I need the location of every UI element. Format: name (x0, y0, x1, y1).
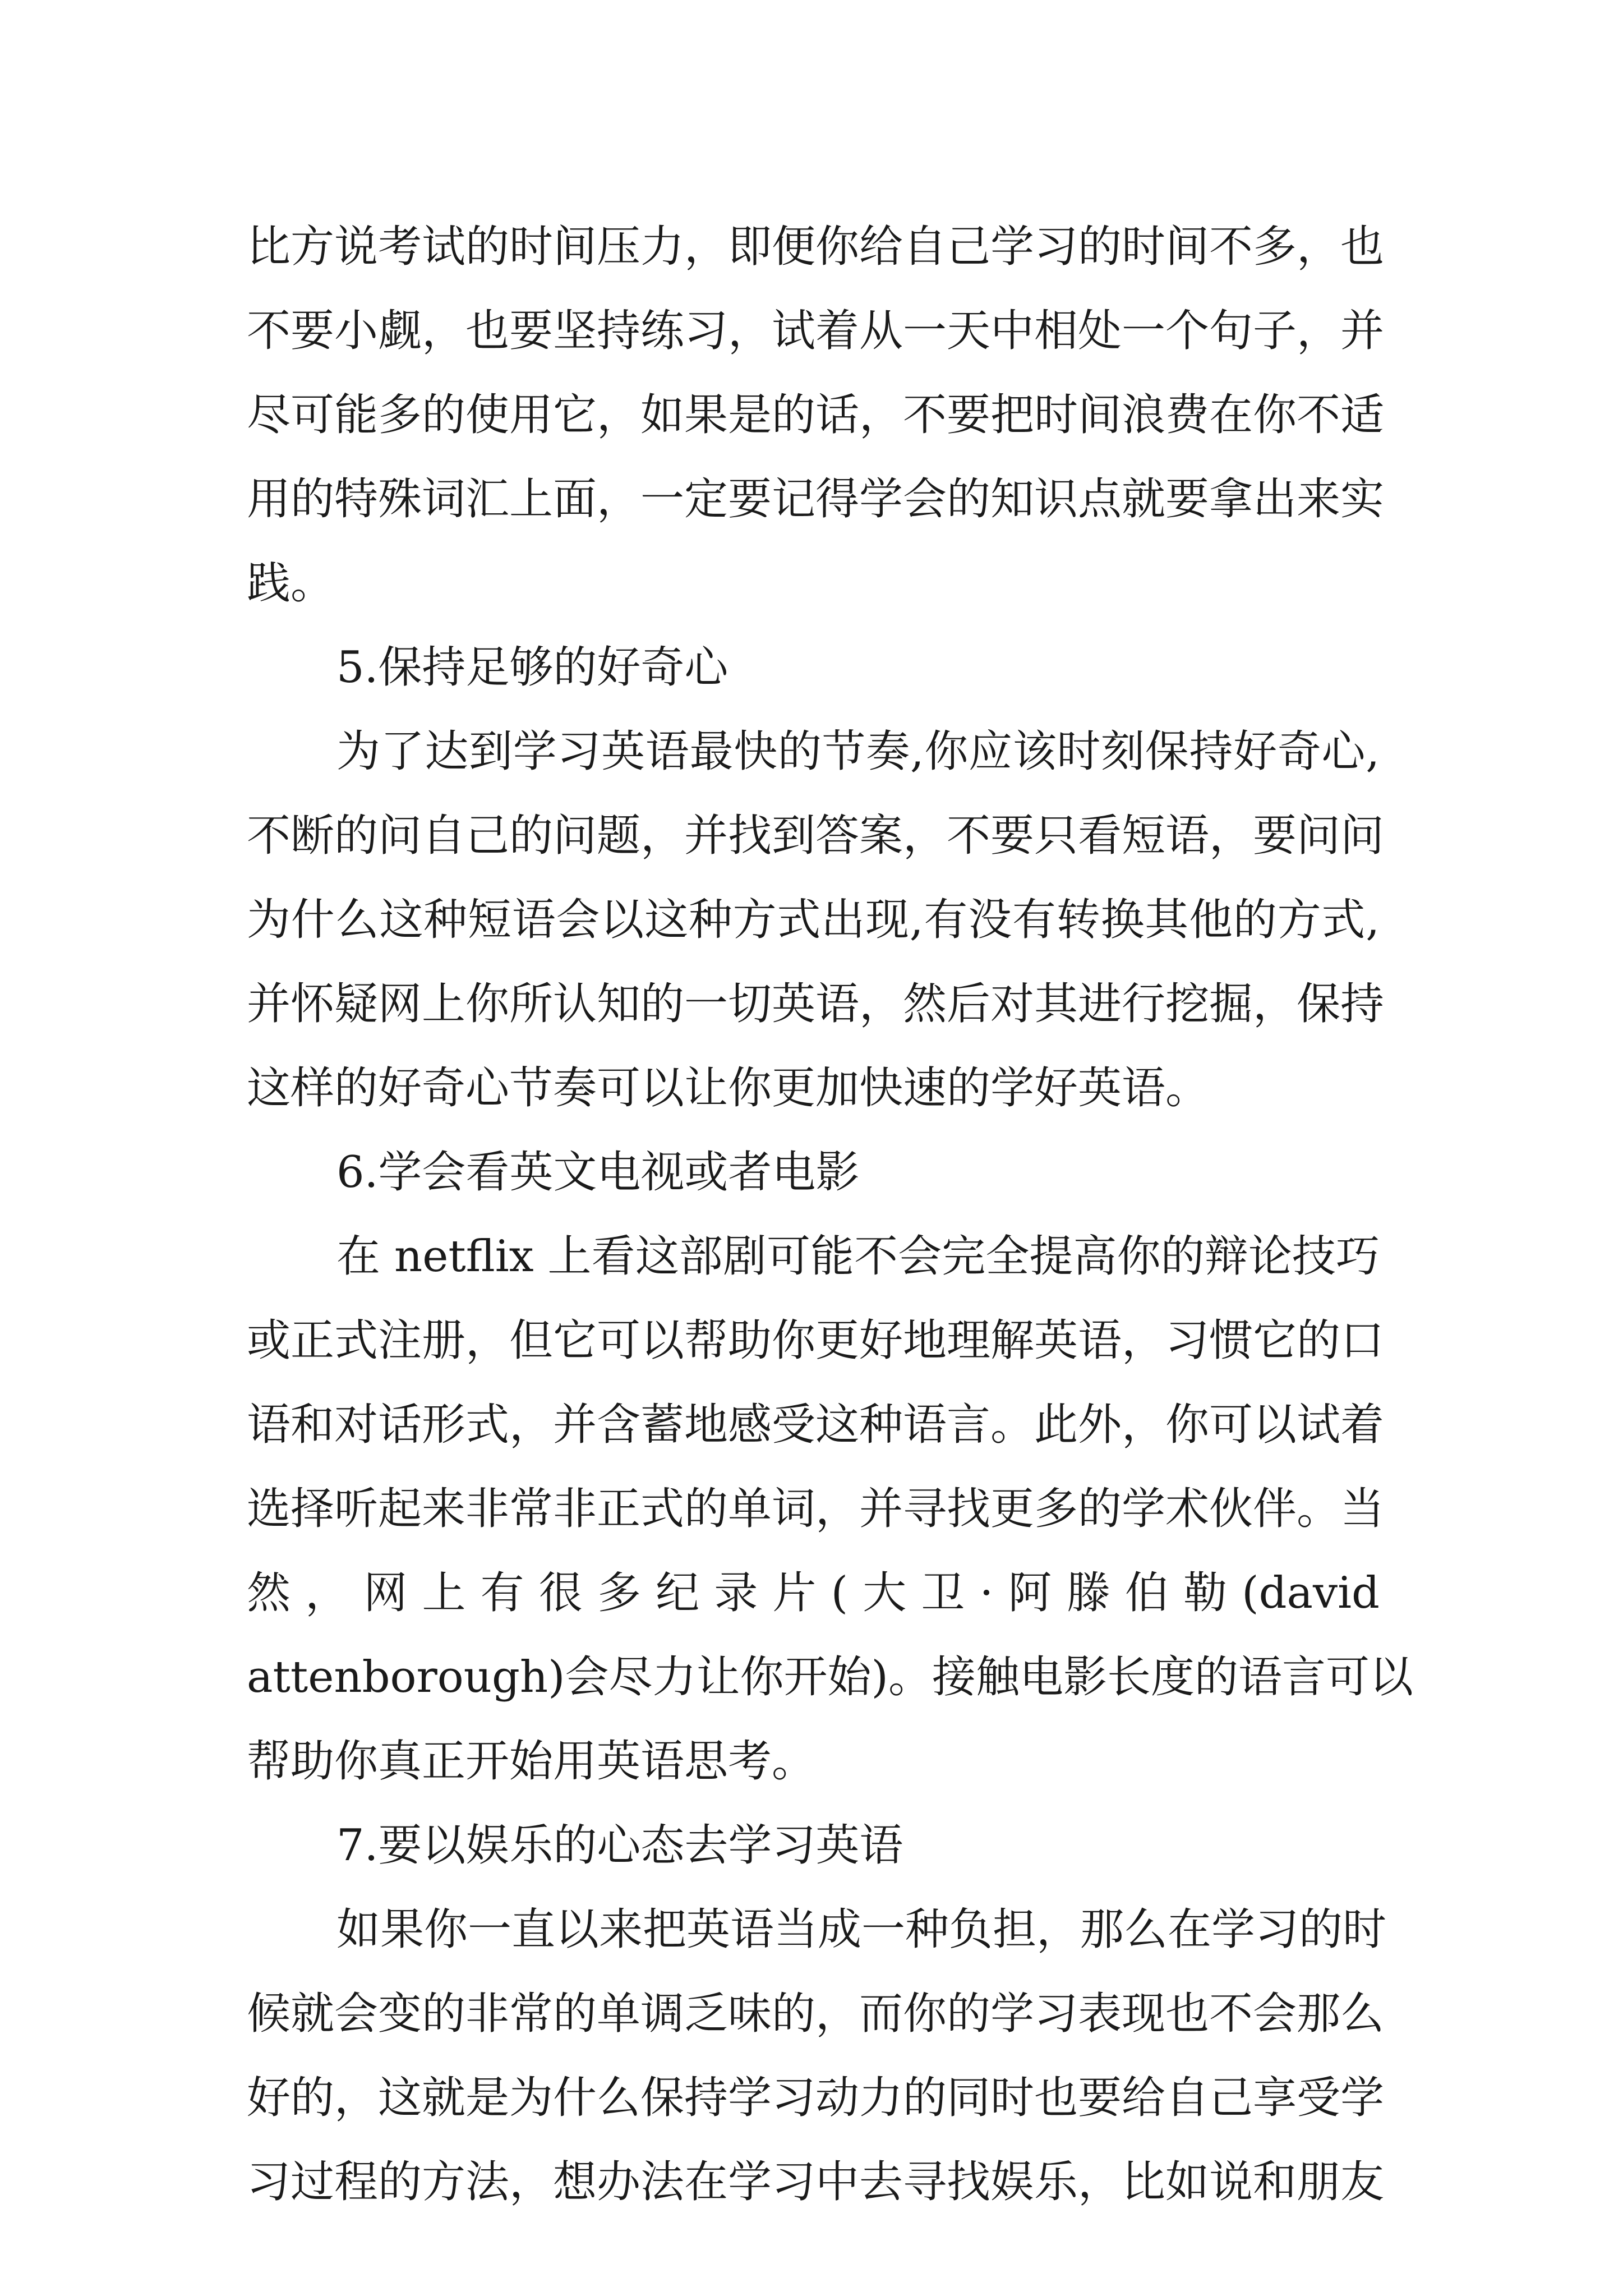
section-heading: 6.学会看英文电视或者电影 (336, 1147, 860, 1198)
paragraph-line: 比方说考试的时间压力，即便你给自己学习的时间不多，也 (247, 222, 1385, 272)
paragraph-line: 如果你一直以来把英语当成一种负担，那么在学习的时 (336, 1904, 1387, 1955)
paragraph-line: 践。 (247, 558, 335, 609)
paragraph-line: 好的，这就是为什么保持学习动力的同时也要给自己享受学 (247, 2073, 1385, 2123)
paragraph-line: 在 netflix 上看这部剧可能不会完全提高你的辩论技巧 (336, 1231, 1380, 1282)
paragraph-line: 语和对话形式，并含蓄地感受这种语言。此外，你可以试着 (247, 1400, 1385, 1450)
paragraph-line: 用的特殊词汇上面，一定要记得学会的知识点就要拿出来实 (247, 474, 1385, 524)
paragraph-line: 不断的问自己的问题，并找到答案，不要只看短语，要问问 (247, 811, 1385, 861)
paragraph-line: 然，网上有很多纪录片(大卫·阿滕伯勒(david (247, 1568, 1380, 1618)
paragraph-line: 这样的好奇心节奏可以让你更加快速的学好英语。 (247, 1063, 1210, 1114)
paragraph-line: 帮助你真正开始用英语思考。 (247, 1736, 816, 1787)
section-heading: 7.要以娱乐的心态去学习英语 (336, 1820, 903, 1871)
paragraph-line: 候就会变的非常的单调乏味的，而你的学习表现也不会那么 (247, 1989, 1385, 2039)
paragraph-line: 为什么这种短语会以这种方式出现,有没有转换其他的方式, (247, 895, 1380, 945)
paragraph-line: 为了达到学习英语最快的节奏,你应该时刻保持好奇心, (336, 726, 1380, 777)
section-heading: 5.保持足够的好奇心 (336, 642, 728, 693)
paragraph-line: attenborough)会尽力让你开始)。接触电影长度的语言可以 (247, 1652, 1413, 1703)
paragraph-line: 选择听起来非常非正式的单词，并寻找更多的学术伙伴。当 (247, 1484, 1385, 1534)
paragraph-line: 并怀疑网上你所认知的一切英语，然后对其进行挖掘，保持 (247, 979, 1385, 1029)
paragraph-line: 不要小觑，也要坚持练习，试着从一天中相处一个句子，并 (247, 306, 1385, 356)
paragraph-line: 或正式注册，但它可以帮助你更好地理解英语，习惯它的口 (247, 1315, 1385, 1366)
paragraph-line: 习过程的方法，想办法在学习中去寻找娱乐，比如说和朋友 (247, 2157, 1385, 2207)
paragraph-line: 尽可能多的使用它，如果是的话，不要把时间浪费在你不适 (247, 390, 1385, 440)
